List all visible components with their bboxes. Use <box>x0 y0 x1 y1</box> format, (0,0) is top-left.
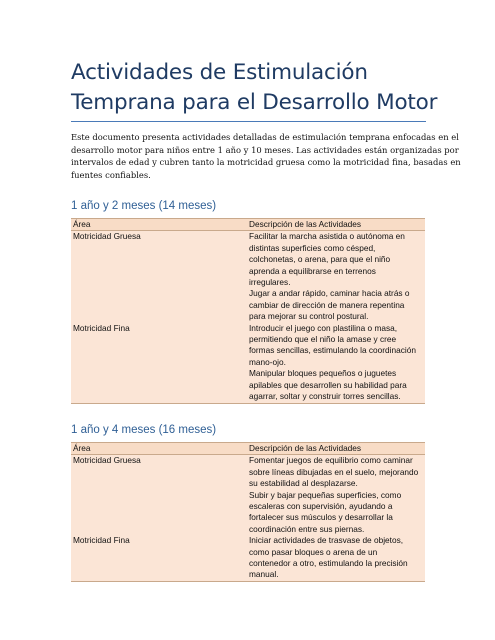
intro-line: intervalos de edad y cubren tanto la motricidad gruesa como la motricidad fina, basadas en <box>71 157 461 168</box>
row-description <box>249 323 425 403</box>
column-header-area: Área <box>73 219 91 229</box>
description-line: permitiendo que el niño la amase y cree <box>249 334 397 345</box>
description-line: distintas superficies como césped, <box>249 242 376 253</box>
document-title <box>71 58 438 118</box>
column-header-area: Área <box>73 443 91 453</box>
column-header-description: Descripción de las Actividades <box>249 219 362 229</box>
title-line-1: Actividades de Estimulación <box>71 60 368 85</box>
row-area-label: Motricidad Gruesa <box>73 231 141 242</box>
column-header-description: Descripción de las Actividades <box>249 443 362 453</box>
description-line: fortalecer sus músculos y desarrollar la <box>249 512 393 523</box>
description-line: mano-ojo. <box>249 356 286 367</box>
section-heading-14-months: 1 año y 2 meses (14 meses) <box>71 200 217 212</box>
description-line: Manipular bloques pequeños o juguetes <box>249 368 397 379</box>
description-line: como pasar bloques o arena de un <box>249 546 378 557</box>
description-line: escaleras con supervisión, ayudando a <box>249 501 393 512</box>
activities-table-16-months <box>71 442 425 582</box>
description-line: Iniciar actividades de trasvase de objetos, <box>249 535 404 546</box>
description-line: Facilitar la marcha asistida o autónoma en <box>249 231 405 242</box>
description-line: agarrar, soltar y construir torres sencillas. <box>249 391 401 402</box>
row-area-label: Motricidad Fina <box>73 535 130 546</box>
description-line: para mejorar su control postural. <box>249 311 369 322</box>
description-line: apilables que desarrollen su habilidad para <box>249 379 407 390</box>
description-line: contenedor a otro, estimulando la precisión <box>249 558 408 569</box>
description-line: irregulares. <box>249 277 291 288</box>
description-line: su estabilidad al desplazarse. <box>249 478 358 489</box>
section-heading-16-months: 1 año y 4 meses (16 meses) <box>71 424 217 436</box>
intro-line: Este documento presenta actividades detalladas de estimulación temprana enfocadas en el <box>71 132 459 142</box>
table-row <box>71 231 425 322</box>
description-line: coordinación entre sus piernas. <box>249 523 365 534</box>
table-row <box>71 535 425 581</box>
description-line: aprenda a equilibrarse en terrenos <box>249 265 376 276</box>
table-row <box>71 323 425 403</box>
row-area-label: Motricidad Gruesa <box>73 455 141 466</box>
description-line: Fomentar juegos de equilibrio como caminar <box>249 455 413 466</box>
intro-paragraph <box>71 131 461 181</box>
intro-line: fuentes confiables. <box>71 169 151 180</box>
intro-line: desarrollo motor para niños entre 1 año y 10 meses. Las actividades están organizadas por <box>71 144 459 155</box>
table-header-row <box>71 443 425 455</box>
activities-table-14-months <box>71 218 425 404</box>
description-line: Subir y bajar pequeñas superficies, como <box>249 489 402 500</box>
description-line: manual. <box>249 569 279 580</box>
title-line-2: Temprana para el Desarrollo Motor <box>71 90 438 115</box>
description-line: sobre líneas dibujadas en el suelo, mejorando <box>249 466 419 477</box>
row-description <box>249 231 425 322</box>
description-line: Introducir el juego con plastilina o masa, <box>249 322 398 333</box>
description-line: cambiar de dirección de manera repentina <box>249 299 405 310</box>
description-line: formas sencillas, estimulando la coordinación <box>249 345 416 356</box>
description-line: Jugar a andar rápido, caminar hacia atrás o <box>249 288 410 299</box>
row-description <box>249 455 425 535</box>
description-line: colchonetas, o arena, para que el niño <box>249 254 391 265</box>
row-description <box>249 535 425 581</box>
title-underline <box>71 121 426 122</box>
table-header-row <box>71 219 425 231</box>
row-area-label: Motricidad Fina <box>73 322 130 333</box>
table-row <box>71 455 425 535</box>
